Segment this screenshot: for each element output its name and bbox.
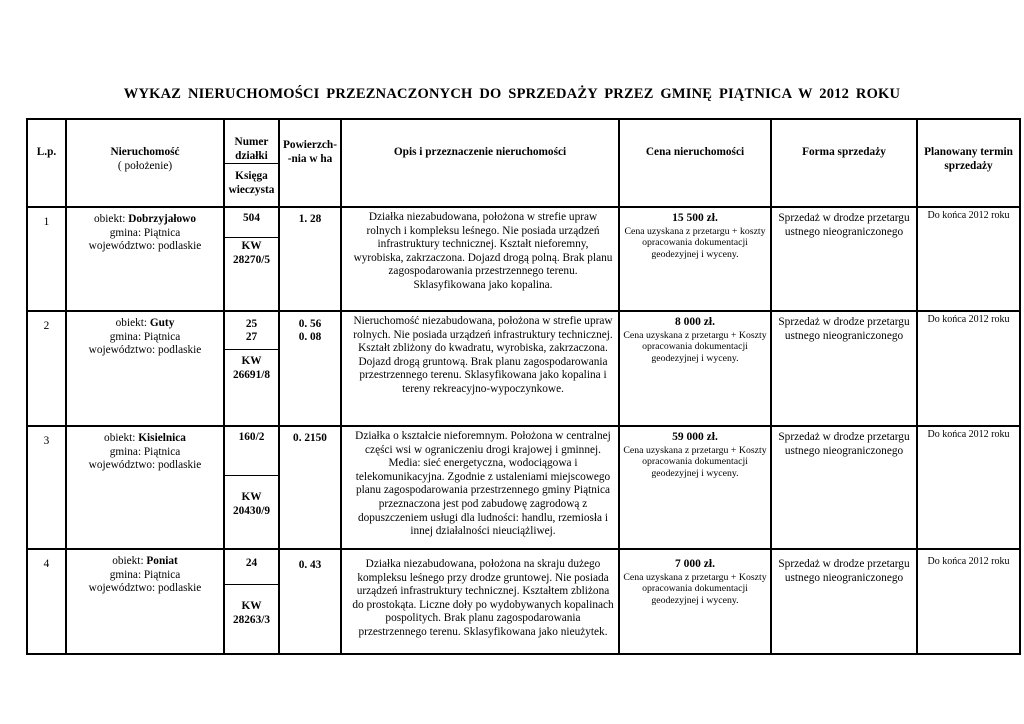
header-area: Powierzch- -nia w ha: [279, 119, 341, 207]
row-lp: 2: [27, 311, 66, 426]
row-price: 8 000 zł. Cena uzyskana z przetargu + Koszty opracowania dokumentacji geodezyjnej i wyceny.: [619, 311, 771, 426]
page-title: WYKAZ NIERUCHOMOŚCI PRZEZNACZONYCH DO SPRZEDAŻY PRZEZ GMINĘ PIĄTNICA W 2012 ROKU: [123, 86, 901, 102]
header-price: Cena nieruchomości: [619, 119, 771, 207]
table-row: [27, 311, 1020, 426]
row-lp: 1: [27, 207, 66, 311]
row-location: obiekt: Dobrzyjałowo gmina: Piątnica województwo: podlaskie: [66, 207, 224, 311]
header-term: Planowany termin sprzedaży: [917, 119, 1020, 207]
row-plot: 160/2 KW 20430/9: [224, 426, 279, 549]
row-area: 0. 43: [279, 549, 341, 654]
table-row: [27, 426, 1020, 549]
row-sale-form: Sprzedaż w drodze przetargu ustnego nieograniczonego: [771, 311, 917, 426]
row-plot: 24 KW 28263/3: [224, 549, 279, 654]
row-location: obiekt: Kisielnica gmina: Piątnica województwo: podlaskie: [66, 426, 224, 549]
header-row: [27, 119, 1020, 207]
row-sale-form: Sprzedaż w drodze przetargu ustnego nieograniczonego: [771, 426, 917, 549]
row-plot: 25 27 KW 26691/8: [224, 311, 279, 426]
row-location: obiekt: Poniat gmina: Piątnica województwo: podlaskie: [66, 549, 224, 654]
header-plot-number: Numer działki Księga wieczysta: [224, 119, 279, 207]
row-sale-form: Sprzedaż w drodze przetargu ustnego nieograniczonego: [771, 207, 917, 311]
row-area: 0. 2150: [279, 426, 341, 549]
header-lp: L.p.: [27, 119, 66, 207]
row-term: Do końca 2012 roku: [917, 207, 1020, 311]
row-description: Działka niezabudowana, położona w strefie upraw rolnych i kompleksu leśnego. Nie posiada urządzeń infrastruktury technicznej. Kształt nieforemny, wyrobiska, zakrzaczona. Dojazd drogą polną. Brak planu zagospodarowania przestrzennego terenu. Sklasyfikowana jako kopalina.: [341, 207, 619, 311]
table-row: [27, 549, 1020, 654]
row-lp: 4: [27, 549, 66, 654]
row-description: Działka o kształcie nieforemnym. Położona w centralnej części wsi w ograniczeniu drogi krajowej i gminnej. Media: sieć energetyczna, wodociągowa i telekomunikacyjna. Zgodnie z ustaleniami miejscowego planu zagospodarowania przestrzennego gminy Piątnica przeznaczona jest pod zabudowę zagrodową z dopuszczeniem usługi dla ludności: handlu, rzemiosła i innej działalności nieuciążliwej.: [341, 426, 619, 549]
header-property: Nieruchomość ( położenie): [66, 119, 224, 207]
header-description: Opis i przeznaczenie nieruchomości: [341, 119, 619, 207]
row-price: 7 000 zł. Cena uzyskana z przetargu + Koszty opracowania dokumentacji geodezyjnej i wyceny.: [619, 549, 771, 654]
row-sale-form: Sprzedaż w drodze przetargu ustnego nieograniczonego: [771, 549, 917, 654]
row-plot: 504 KW 28270/5: [224, 207, 279, 311]
row-area: 0. 56 0. 08: [279, 311, 341, 426]
header-sale-form: Forma sprzedaży: [771, 119, 917, 207]
row-term: Do końca 2012 roku: [917, 311, 1020, 426]
row-price: 59 000 zł. Cena uzyskana z przetargu + Koszty opracowania dokumentacji geodezyjnej i wyceny.: [619, 426, 771, 549]
row-location: obiekt: Guty gmina: Piątnica województwo: podlaskie: [66, 311, 224, 426]
row-price: 15 500 zł. Cena uzyskana z przetargu + koszty opracowania dokumentacji geodezyjnej i wyceny.: [619, 207, 771, 311]
row-description: Działka niezabudowana, położona na skraju dużego kompleksu leśnego przy drodze gruntowej. Nie posiada urządzeń infrastruktury technicznej. Kształtem zbliżona do prostokąta. Liczne doły po wydobywanych kopalinach pospolitych. Brak planu zagospodarowania przestrzennego terenu. Sklasyfikowana jako nieużytek.: [341, 549, 619, 654]
row-lp: 3: [27, 426, 66, 549]
row-term: Do końca 2012 roku: [917, 426, 1020, 549]
property-table: [26, 118, 1021, 655]
table-row: [27, 207, 1020, 311]
row-description: Nieruchomość niezabudowana, położona w strefie upraw rolnych. Nie posiada urządzeń infrastruktury technicznej. Kształt zbliżony do kwadratu, wyrobiska, zakrzaczona. Dojazd drogą gruntową. Brak planu zagospodarowania przestrzennego terenu. Sklasyfikowana jako kopalina i tereny rekreacyjno-wypoczynkowe.: [341, 311, 619, 426]
row-area: 1. 28: [279, 207, 341, 311]
row-term: Do końca 2012 roku: [917, 549, 1020, 654]
